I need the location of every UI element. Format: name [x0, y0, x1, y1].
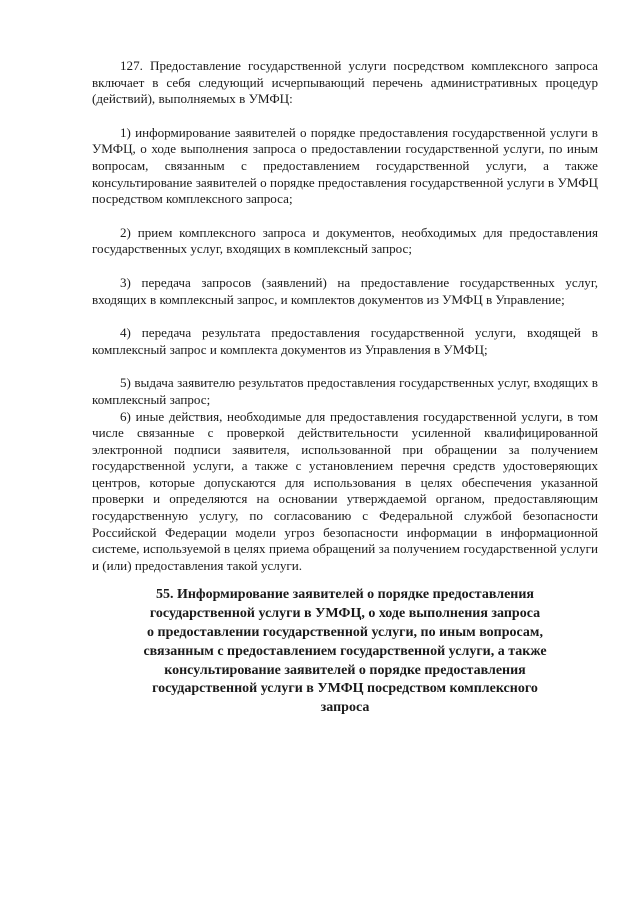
paragraph-gap — [92, 258, 598, 275]
section-heading-line: консультирование заявителей о порядке предоставления — [164, 662, 526, 678]
section-heading-line: о предоставлении государственной услуги, по иным вопросам, — [147, 625, 543, 641]
list-item-2: 2) прием комплексного запроса и документов, необходимых для предоставления государственных услуг, входящих в комплексный запрос; — [92, 224, 598, 257]
list-item-4: 4) передача результата предоставления государственной услуги, входящей в комплексный запрос и комплекта документов из Управления в УМФЦ; — [92, 325, 598, 357]
list-item-1: 1) информирование заявителей о порядке предоставления государственной услуги в УМФЦ, о ходе выполнения запроса о предоставлении государственной услуги, по иным вопросам, связанным с предоставлением государственной услуги, а также консультирование заявителей о порядке предоставления государственной услуги в УМФЦ посредством комплексного запроса; — [92, 124, 598, 207]
list-item-3: 3) передача запросов (заявлений) на предоставление государственных услуг, входящих в комплексный запрос, и комплектов документов из УМФЦ в Управление; — [92, 274, 598, 307]
intro-paragraph: 127. Предоставление государственной услуги посредством комплексного запроса включает в себя следующий исчерпывающий перечень административных процедур (действий), выполняемых в УМФЦ: — [92, 58, 598, 107]
section-heading-line: связанным с предоставлением государственной услуги, а также — [143, 643, 547, 659]
section-heading-line: государственной услуги в УМФЦ посредством комплексного — [152, 681, 538, 697]
section-heading-line: 55. Информирование заявителей о порядке предоставления — [155, 587, 535, 603]
paragraph-gap — [92, 308, 598, 325]
section-heading — [92, 586, 598, 718]
section-heading-line: запроса — [320, 700, 370, 716]
list-item-5: 5) выдача заявителю результатов предоставления государственных услуг, входящих в комплексный запрос; — [92, 375, 598, 407]
document-page — [92, 58, 598, 718]
paragraph-gap — [92, 358, 598, 375]
paragraph-gap — [92, 208, 598, 225]
paragraph-gap — [92, 108, 598, 125]
list-item-6: 6) иные действия, необходимые для предоставления государственной услуги, в том числе связанные с проверкой действительности усиленной квалифицированной электронной подписи заявителя, использованной при обращении за получением государственной услуги, а также с установлением перечня средств удостоверяющих центров, которые допускаются для использования в целях обеспечения указанной проверки и определяются на основании утверждаемой органом, предоставляющим государственную услугу, по согласованию с Федеральной службой безопасности Российской Федерации модели угроз безопасности информации в информационной системе, используемой в целях приема обращений за получением государственной услуги и (или) предоставления такой услуги. — [92, 408, 598, 573]
section-heading-line: государственной услуги в УМФЦ, о ходе выполнения запроса — [149, 606, 541, 622]
